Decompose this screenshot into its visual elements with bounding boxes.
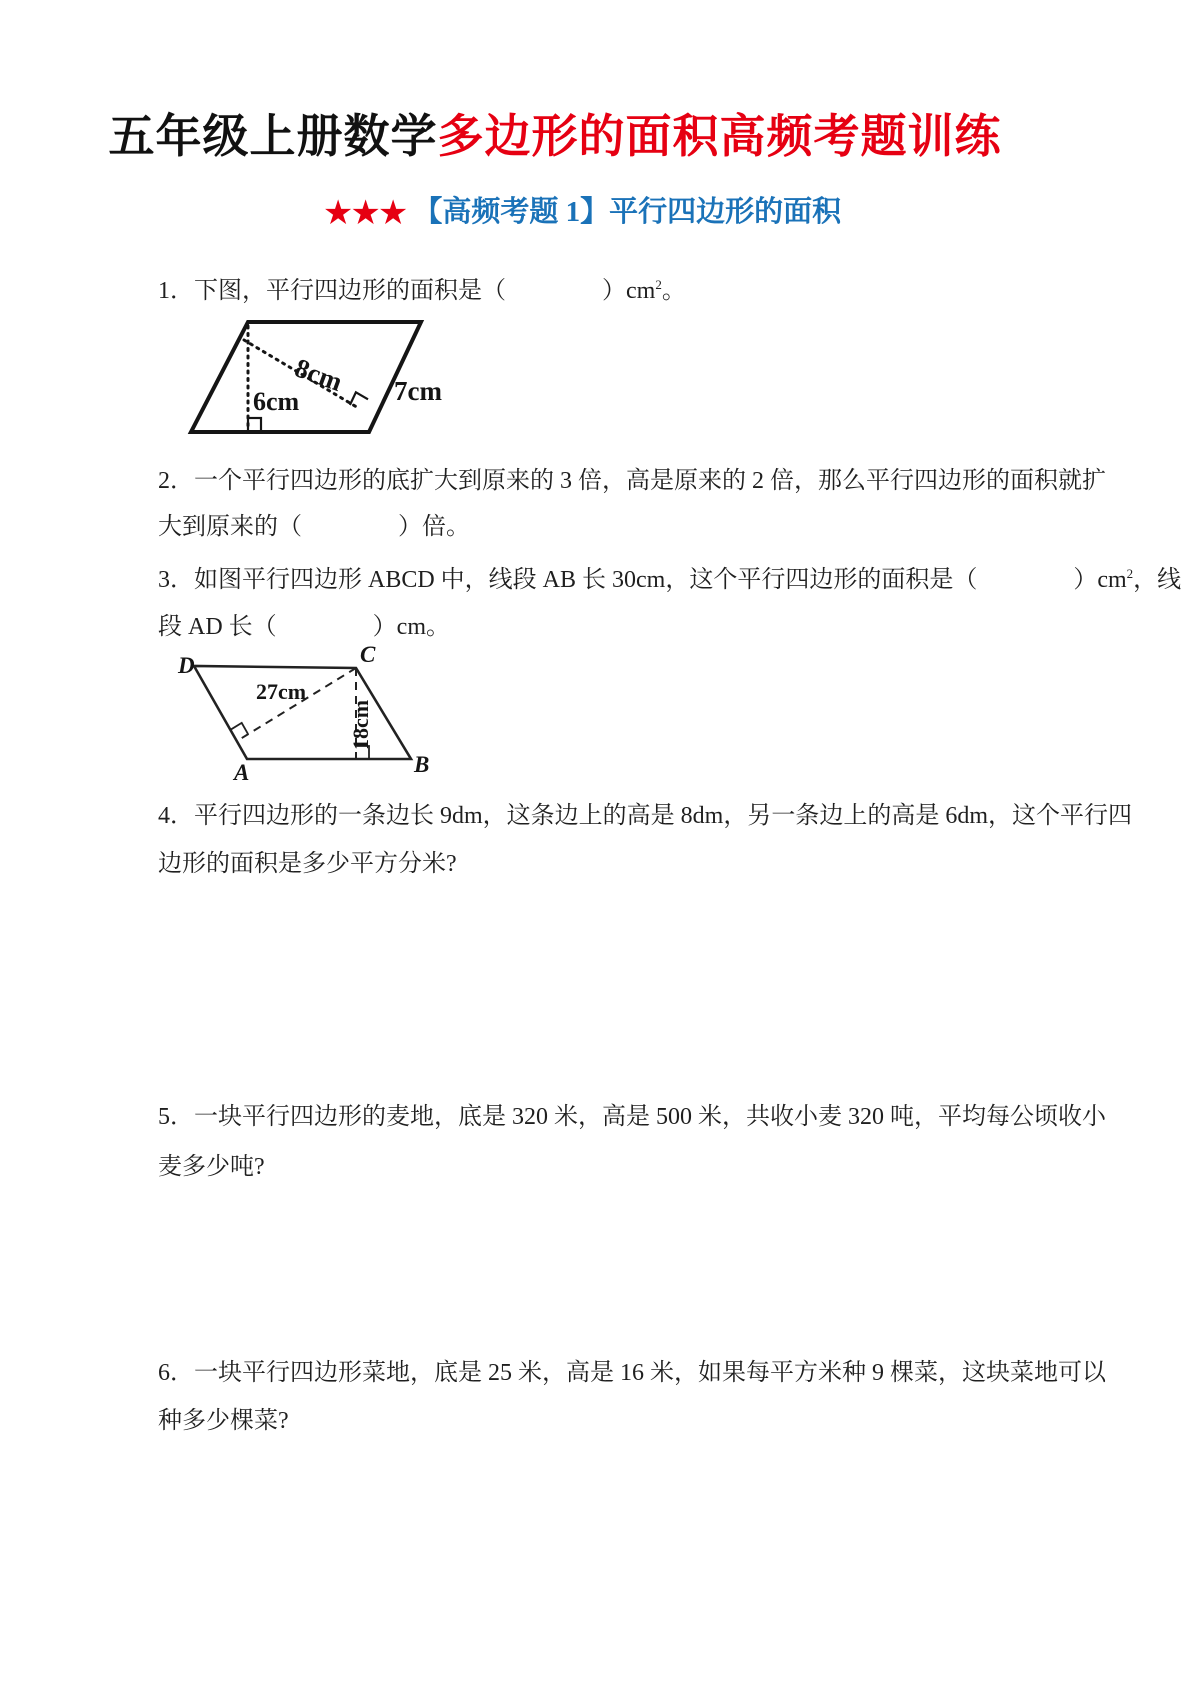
question-3-superscript: 2 xyxy=(1126,566,1134,581)
question-6-line-2: 种多少棵菜? xyxy=(158,1408,289,1434)
right-angle-mark-bottom xyxy=(248,418,261,432)
question-4-line-2: 边形的面积是多少平方分米? xyxy=(158,851,457,877)
vertex-label-b: B xyxy=(414,752,430,777)
label-6cm: 6cm xyxy=(253,387,300,416)
question-5-line-1: 5．一块平行四边形的麦地，底是 320 米，高是 500 米，共收小麦 320 吨，平均每公顷收小 xyxy=(158,1104,1106,1130)
page-title-black: 五年级上册数学 xyxy=(108,110,438,162)
label-7cm: 7cm xyxy=(394,376,442,406)
vertex-label-a: A xyxy=(234,760,250,785)
section-heading: 【高频考题 1】平行四边形的面积 xyxy=(413,196,842,228)
question-3-line-2: 段 AD 长（ ）cm。 xyxy=(158,614,450,640)
question-3-end: ，线 xyxy=(1133,567,1182,593)
question-1-end: 。 xyxy=(661,278,686,304)
question-1-superscript: 2 xyxy=(655,277,662,292)
page-title xyxy=(0,100,1110,166)
page-title-red: 多边形的面积高频考题训练 xyxy=(437,110,1002,162)
parallelogram-diagram-2 xyxy=(150,640,450,790)
question-3-line-1 xyxy=(158,559,1182,594)
label-8cm: 8cm xyxy=(290,352,347,398)
question-2-line-2: 大到原来的（ ）倍。 xyxy=(158,514,470,540)
parallelogram-diagram-1 xyxy=(150,300,470,445)
question-6-line-1: 6．一块平行四边形菜地，底是 25 米，高是 16 米，如果每平方米种 9 棵菜，这块菜地可以 xyxy=(158,1360,1106,1386)
vertex-label-c: C xyxy=(360,642,376,667)
question-3-main: 3．如图平行四边形 ABCD 中，线段 AB 长 30cm，这个平行四边形的面积是（ ）cm xyxy=(158,567,1127,593)
star-rating-icon: ★★★ xyxy=(322,193,406,233)
vertex-label-d: D xyxy=(178,653,195,678)
label-18cm: 18cm xyxy=(348,699,373,750)
right-angle-mark-side xyxy=(350,392,368,405)
section-heading-row xyxy=(0,189,1164,233)
question-5-line-2: 麦多少吨? xyxy=(158,1154,265,1180)
question-2-line-1: 2．一个平行四边形的底扩大到原来的 3 倍，高是原来的 2 倍，那么平行四边形的面积就扩 xyxy=(158,468,1106,494)
question-4-line-1: 4．平行四边形的一条边长 9dm，这条边上的高是 8dm，另一条边上的高是 6dm，这个平行四 xyxy=(158,803,1133,829)
question-1-main: 1．下图，平行四边形的面积是（ ）cm xyxy=(158,278,656,304)
label-27cm: 27cm xyxy=(256,679,307,704)
